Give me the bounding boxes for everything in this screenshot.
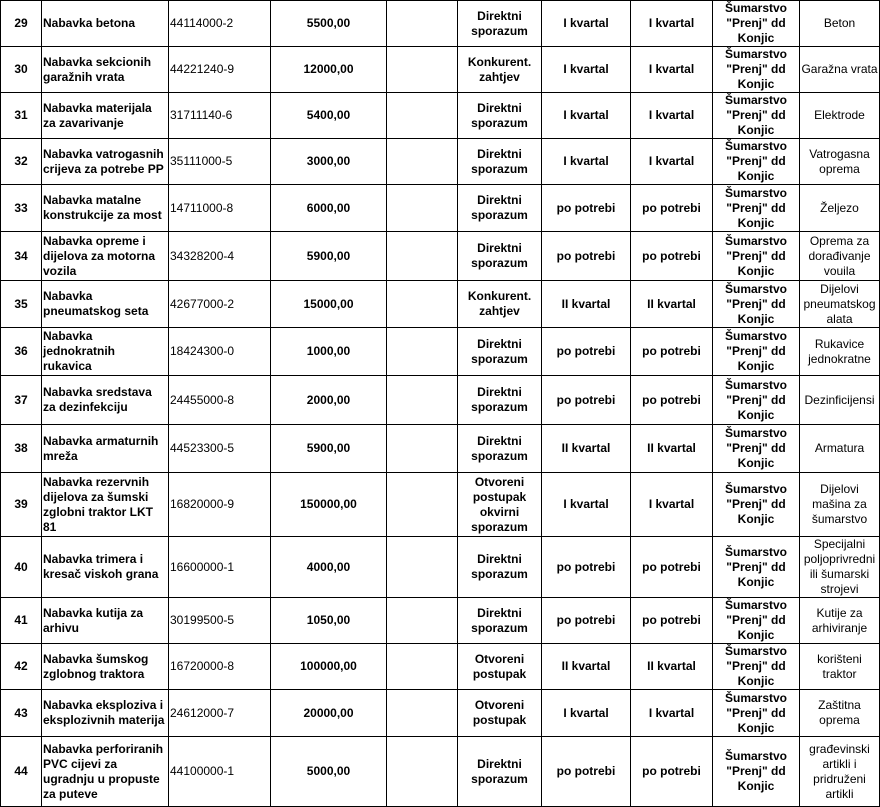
organization: Šumarstvo "Prenj" dd Konjic <box>713 281 800 328</box>
organization: Šumarstvo "Prenj" dd Konjic <box>713 93 800 139</box>
cpv-code: 42677000-2 <box>169 281 271 328</box>
item-name: Nabavka jednokratnih rukavica <box>42 328 169 376</box>
cpv-code: 24455000-8 <box>169 376 271 425</box>
item-name: Nabavka šumskog zglobnog traktora <box>42 644 169 690</box>
item-name: Nabavka materijala za zavarivanje <box>42 93 169 139</box>
procedure-type: Otvoreni postupak <box>458 690 542 737</box>
row-number: 44 <box>1 737 42 807</box>
note: Garažna vrata <box>800 47 880 93</box>
organization: Šumarstvo "Prenj" dd Konjic <box>713 425 800 473</box>
end-period: II kvartal <box>631 281 713 328</box>
note: Dezinficijensi <box>800 376 880 425</box>
table-row <box>1 232 880 281</box>
procedure-type: Direktni sporazum <box>458 93 542 139</box>
end-period: po potrebi <box>631 185 713 232</box>
row-number: 32 <box>1 139 42 185</box>
note: korišteni traktor <box>800 644 880 690</box>
note: Vatrogasna oprema <box>800 139 880 185</box>
procedure-type: Konkurent. zahtjev <box>458 47 542 93</box>
procedure-type: Direktni sporazum <box>458 376 542 425</box>
end-period: II kvartal <box>631 644 713 690</box>
procedure-type: Direktni sporazum <box>458 185 542 232</box>
organization: Šumarstvo "Prenj" dd Konjic <box>713 328 800 376</box>
note: Kutije za arhiviranje <box>800 598 880 644</box>
procedure-type: Direktni sporazum <box>458 537 542 598</box>
estimated-value: 5900,00 <box>271 425 387 473</box>
table-row <box>1 281 880 328</box>
row-number: 36 <box>1 328 42 376</box>
procedure-type: Konkurent. zahtjev <box>458 281 542 328</box>
empty-cell <box>387 473 458 537</box>
organization: Šumarstvo "Prenj" dd Konjic <box>713 185 800 232</box>
row-number: 35 <box>1 281 42 328</box>
table-row <box>1 376 880 425</box>
start-period: I kvartal <box>542 473 631 537</box>
row-number: 42 <box>1 644 42 690</box>
cpv-code: 24612000-7 <box>169 690 271 737</box>
estimated-value: 5400,00 <box>271 93 387 139</box>
end-period: po potrebi <box>631 737 713 807</box>
table-row <box>1 1 880 47</box>
estimated-value: 5000,00 <box>271 737 387 807</box>
note: Beton <box>800 1 880 47</box>
row-number: 29 <box>1 1 42 47</box>
procedure-type: Otvoreni postupak okvirni sporazum <box>458 473 542 537</box>
organization: Šumarstvo "Prenj" dd Konjic <box>713 598 800 644</box>
start-period: II kvartal <box>542 425 631 473</box>
cpv-code: 14711000-8 <box>169 185 271 232</box>
end-period: po potrebi <box>631 537 713 598</box>
table-row <box>1 47 880 93</box>
note: Oprema za dorađivanje vouila <box>800 232 880 281</box>
empty-cell <box>387 328 458 376</box>
item-name: Nabavka trimera i kresač viskoh grana <box>42 537 169 598</box>
item-name: Nabavka pneumatskog seta <box>42 281 169 328</box>
item-name: Nabavka sekcionih garažnih vrata <box>42 47 169 93</box>
cpv-code: 30199500-5 <box>169 598 271 644</box>
estimated-value: 100000,00 <box>271 644 387 690</box>
estimated-value: 1000,00 <box>271 328 387 376</box>
start-period: I kvartal <box>542 139 631 185</box>
estimated-value: 150000,00 <box>271 473 387 537</box>
start-period: I kvartal <box>542 93 631 139</box>
cpv-code: 16820000-9 <box>169 473 271 537</box>
table-row <box>1 328 880 376</box>
start-period: po potrebi <box>542 598 631 644</box>
start-period: po potrebi <box>542 376 631 425</box>
table-row <box>1 598 880 644</box>
note: Armatura <box>800 425 880 473</box>
note: Rukavice jednokratne <box>800 328 880 376</box>
cpv-code: 35111000-5 <box>169 139 271 185</box>
organization: Šumarstvo "Prenj" dd Konjic <box>713 1 800 47</box>
table-row <box>1 185 880 232</box>
table-row <box>1 139 880 185</box>
start-period: po potrebi <box>542 537 631 598</box>
start-period: I kvartal <box>542 47 631 93</box>
empty-cell <box>387 185 458 232</box>
empty-cell <box>387 425 458 473</box>
empty-cell <box>387 644 458 690</box>
table-row <box>1 473 880 537</box>
start-period: po potrebi <box>542 232 631 281</box>
procedure-type: Direktni sporazum <box>458 1 542 47</box>
cpv-code: 44221240-9 <box>169 47 271 93</box>
end-period: II kvartal <box>631 425 713 473</box>
note: građevinski artikli i pridruženi artikli <box>800 737 880 807</box>
cpv-code: 44523300-5 <box>169 425 271 473</box>
organization: Šumarstvo "Prenj" dd Konjic <box>713 644 800 690</box>
empty-cell <box>387 93 458 139</box>
item-name: Nabavka rezervnih dijelova za šumski zglobni traktor LKT 81 <box>42 473 169 537</box>
procedure-type: Otvoreni postupak <box>458 644 542 690</box>
start-period: po potrebi <box>542 737 631 807</box>
cpv-code: 31711140-6 <box>169 93 271 139</box>
estimated-value: 15000,00 <box>271 281 387 328</box>
note: Zaštitna oprema <box>800 690 880 737</box>
procedure-type: Direktni sporazum <box>458 737 542 807</box>
start-period: II kvartal <box>542 644 631 690</box>
end-period: I kvartal <box>631 473 713 537</box>
item-name: Nabavka opreme i dijelova za motorna vozila <box>42 232 169 281</box>
organization: Šumarstvo "Prenj" dd Konjic <box>713 473 800 537</box>
item-name: Nabavka kutija za arhivu <box>42 598 169 644</box>
end-period: I kvartal <box>631 47 713 93</box>
empty-cell <box>387 1 458 47</box>
item-name: Nabavka perforiranih PVC cijevi za ugradnju u propuste za puteve <box>42 737 169 807</box>
empty-cell <box>387 232 458 281</box>
item-name: Nabavka betona <box>42 1 169 47</box>
empty-cell <box>387 281 458 328</box>
estimated-value: 4000,00 <box>271 537 387 598</box>
procedure-type: Direktni sporazum <box>458 328 542 376</box>
cpv-code: 16600000-1 <box>169 537 271 598</box>
row-number: 41 <box>1 598 42 644</box>
end-period: I kvartal <box>631 690 713 737</box>
table-row <box>1 93 880 139</box>
end-period: I kvartal <box>631 139 713 185</box>
cpv-code: 44114000-2 <box>169 1 271 47</box>
item-name: Nabavka matalne konstrukcije za most <box>42 185 169 232</box>
table-row <box>1 737 880 807</box>
organization: Šumarstvo "Prenj" dd Konjic <box>713 737 800 807</box>
estimated-value: 6000,00 <box>271 185 387 232</box>
end-period: po potrebi <box>631 376 713 425</box>
row-number: 40 <box>1 537 42 598</box>
note: Elektrode <box>800 93 880 139</box>
row-number: 37 <box>1 376 42 425</box>
start-period: I kvartal <box>542 1 631 47</box>
procedure-type: Direktni sporazum <box>458 232 542 281</box>
row-number: 43 <box>1 690 42 737</box>
procedure-type: Direktni sporazum <box>458 425 542 473</box>
organization: Šumarstvo "Prenj" dd Konjic <box>713 537 800 598</box>
end-period: I kvartal <box>631 1 713 47</box>
note: Dijelovi mašina za šumarstvo <box>800 473 880 537</box>
start-period: II kvartal <box>542 281 631 328</box>
table-row <box>1 690 880 737</box>
row-number: 31 <box>1 93 42 139</box>
note: Željezo <box>800 185 880 232</box>
organization: Šumarstvo "Prenj" dd Konjic <box>713 139 800 185</box>
item-name: Nabavka eksploziva i eksplozivnih materija <box>42 690 169 737</box>
estimated-value: 12000,00 <box>271 47 387 93</box>
row-number: 38 <box>1 425 42 473</box>
procedure-type: Direktni sporazum <box>458 139 542 185</box>
estimated-value: 2000,00 <box>271 376 387 425</box>
row-number: 34 <box>1 232 42 281</box>
end-period: po potrebi <box>631 328 713 376</box>
cpv-code: 16720000-8 <box>169 644 271 690</box>
empty-cell <box>387 376 458 425</box>
empty-cell <box>387 537 458 598</box>
item-name: Nabavka armaturnih mreža <box>42 425 169 473</box>
end-period: po potrebi <box>631 232 713 281</box>
empty-cell <box>387 598 458 644</box>
procedure-type: Direktni sporazum <box>458 598 542 644</box>
end-period: po potrebi <box>631 598 713 644</box>
row-number: 33 <box>1 185 42 232</box>
cpv-code: 34328200-4 <box>169 232 271 281</box>
table-row <box>1 644 880 690</box>
estimated-value: 3000,00 <box>271 139 387 185</box>
row-number: 39 <box>1 473 42 537</box>
start-period: po potrebi <box>542 185 631 232</box>
item-name: Nabavka sredstava za dezinfekciju <box>42 376 169 425</box>
empty-cell <box>387 737 458 807</box>
start-period: po potrebi <box>542 328 631 376</box>
note: Dijelovi pneumatskog alata <box>800 281 880 328</box>
cpv-code: 18424300-0 <box>169 328 271 376</box>
estimated-value: 1050,00 <box>271 598 387 644</box>
empty-cell <box>387 47 458 93</box>
table-row <box>1 537 880 598</box>
empty-cell <box>387 690 458 737</box>
estimated-value: 5500,00 <box>271 1 387 47</box>
start-period: I kvartal <box>542 690 631 737</box>
note: Specijalni poljoprivredni ili šumarski strojevi <box>800 537 880 598</box>
estimated-value: 20000,00 <box>271 690 387 737</box>
item-name: Nabavka vatrogasnih crijeva za potrebe PP <box>42 139 169 185</box>
row-number: 30 <box>1 47 42 93</box>
table-row <box>1 425 880 473</box>
organization: Šumarstvo "Prenj" dd Konjic <box>713 690 800 737</box>
organization: Šumarstvo "Prenj" dd Konjic <box>713 232 800 281</box>
empty-cell <box>387 139 458 185</box>
organization: Šumarstvo "Prenj" dd Konjic <box>713 376 800 425</box>
organization: Šumarstvo "Prenj" dd Konjic <box>713 47 800 93</box>
end-period: I kvartal <box>631 93 713 139</box>
cpv-code: 44100000-1 <box>169 737 271 807</box>
estimated-value: 5900,00 <box>271 232 387 281</box>
